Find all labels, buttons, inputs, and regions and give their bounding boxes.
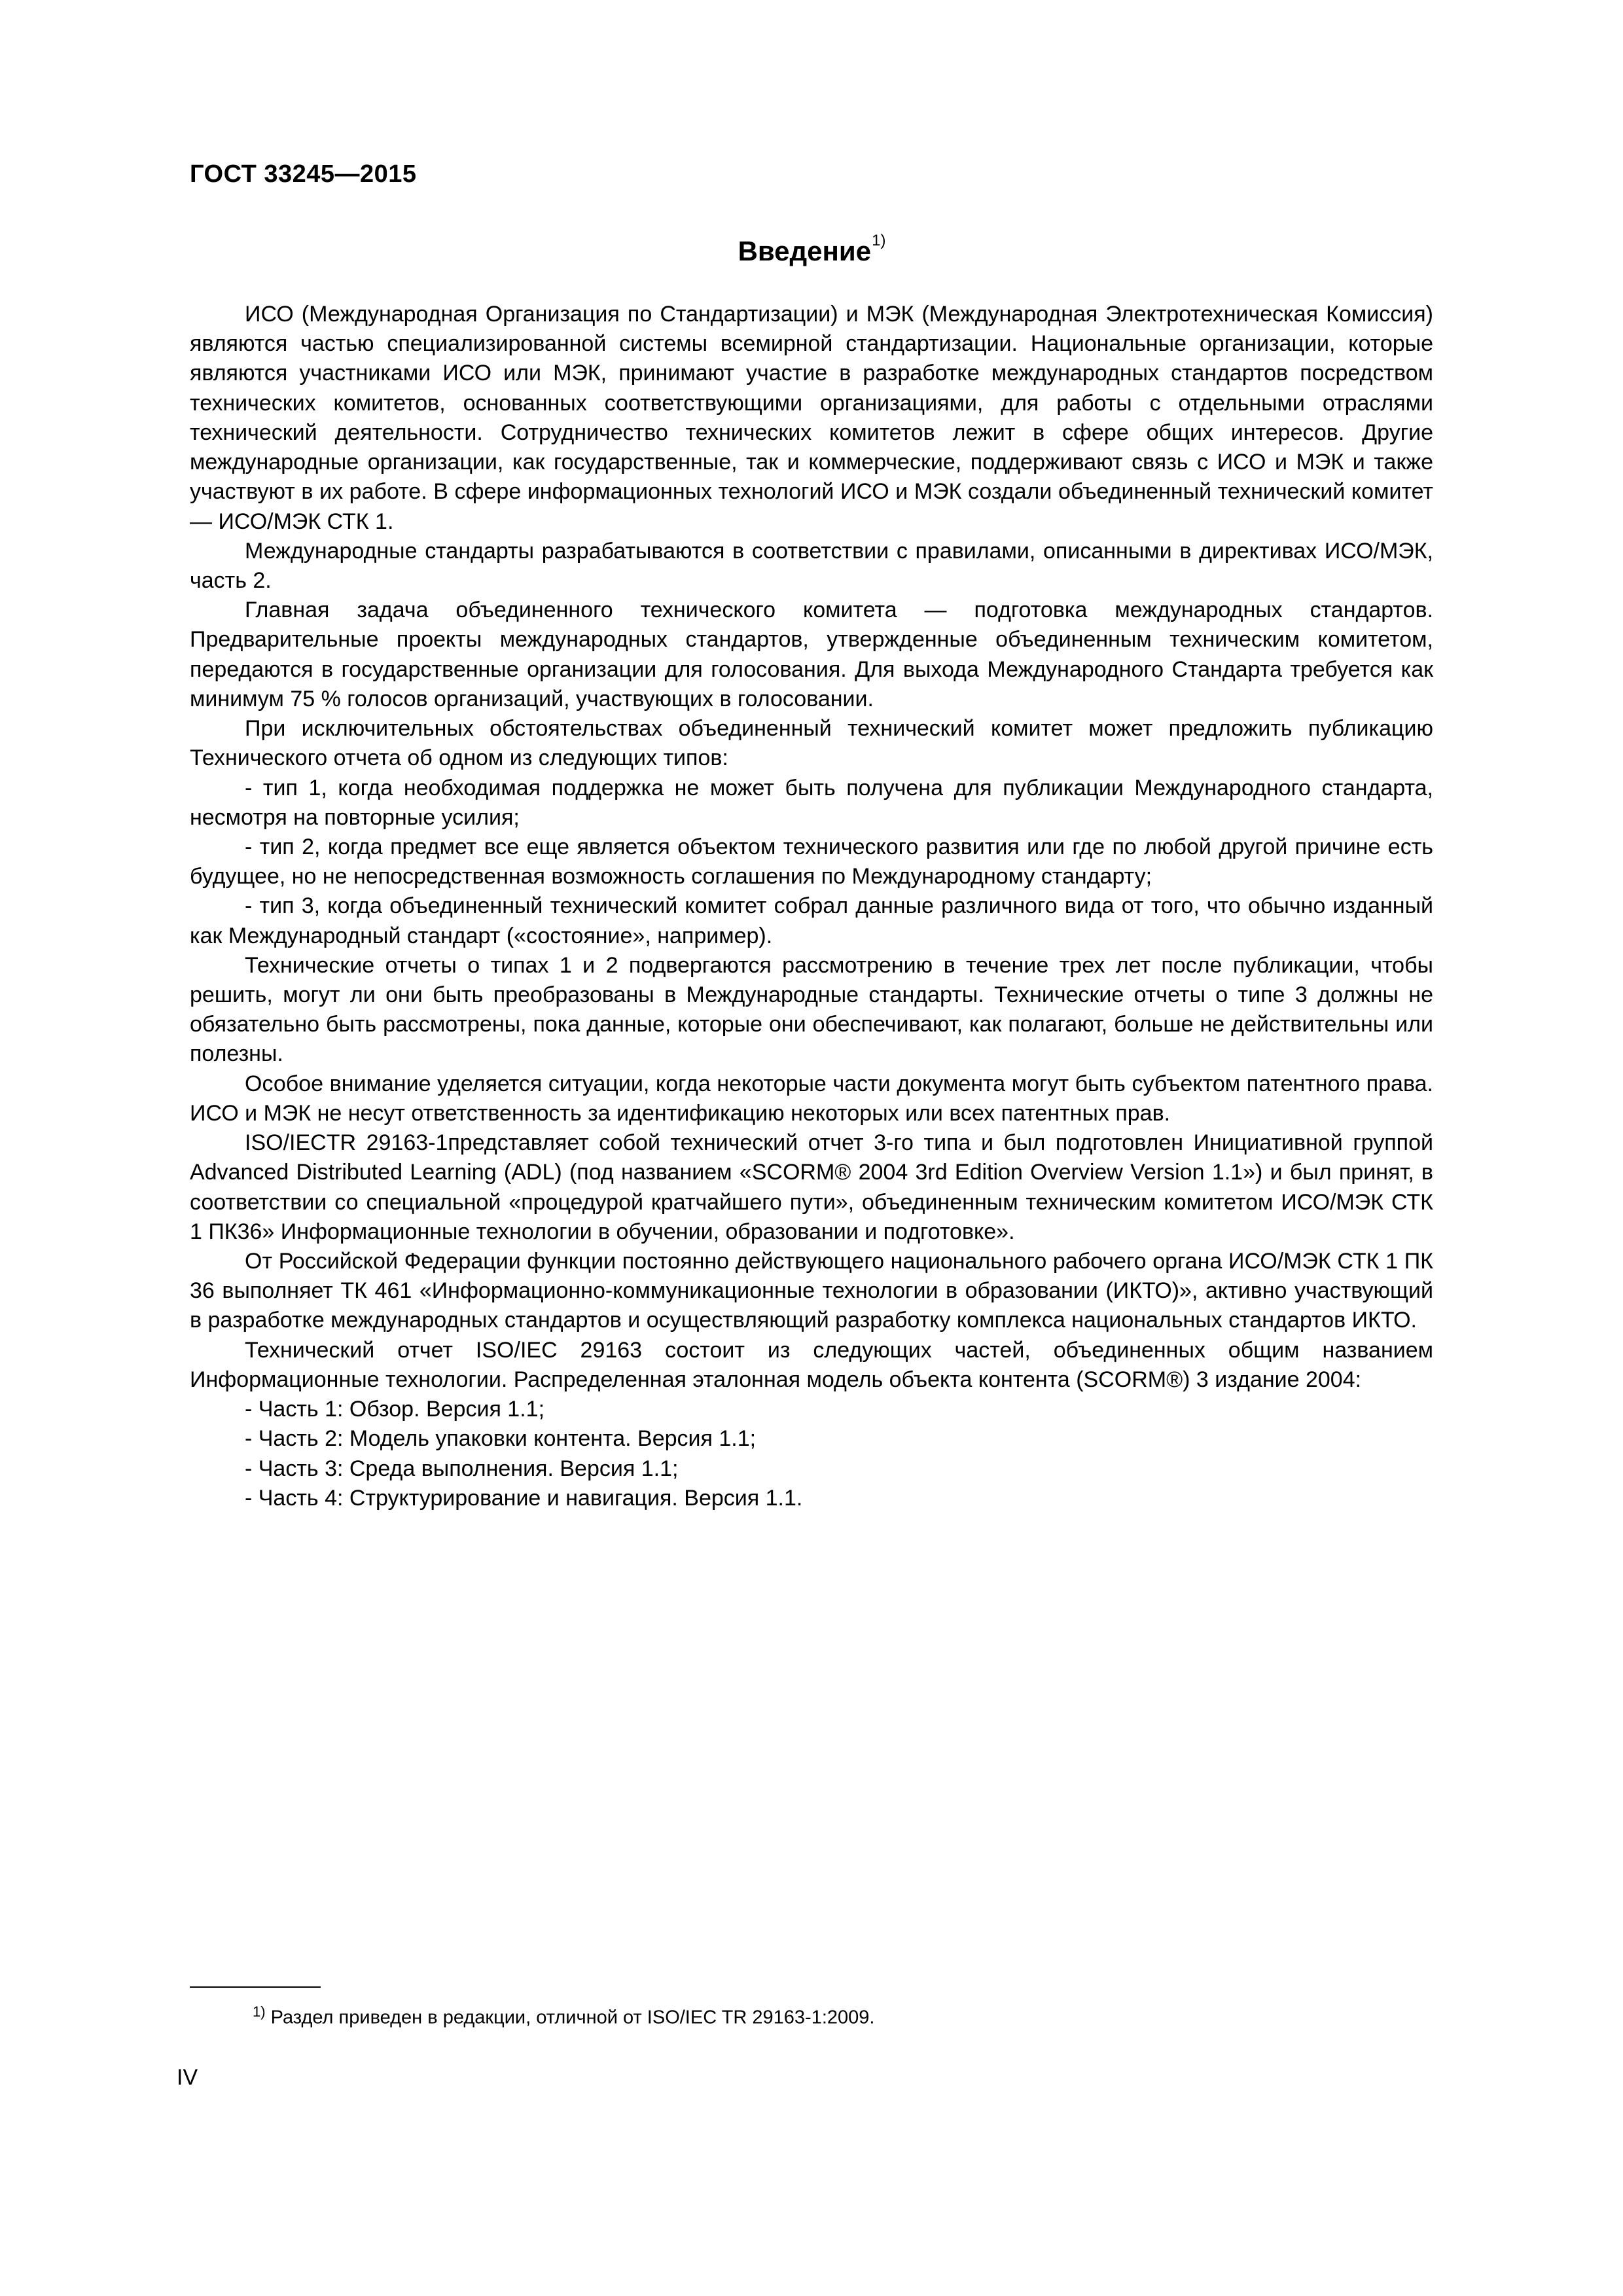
paragraph: Технические отчеты о типах 1 и 2 подвергаются рассмотрению в течение трех лет после публикации, чтобы решить, могут ли они быть преобразованы в Международные стандарты. Технические отчеты о типе 3 должны не обязательно быть рассмотрены, пока данные, которые они обеспечивают, как полагают, больше не действительны или полезны. (190, 952, 1433, 1067)
paragraph-dash-item: - тип 2, когда предмет все еще является объектом технического развития или где по любой другой причине есть будущее, но не непосредственная возможность соглашения по Международному стандарту; (190, 834, 1433, 889)
paragraph-dash-item: - тип 1, когда необходимая поддержка не может быть получена для публикации Международного стандарта, несмотря на повторные усилия; (190, 775, 1433, 830)
list-item: - Часть 3: Среда выполнения. Версия 1.1; (245, 1456, 679, 1481)
paragraph: Международные стандарты разрабатываются в соответствии с правилами, описанными в директивах ИСО/МЭК, часть 2. (190, 538, 1433, 593)
list-item: - Часть 1: Обзор. Версия 1.1; (245, 1397, 545, 1422)
paragraph: От Российской Федерации функции постоянно действующего национального рабочего органа ИСО/МЭК СТК 1 ПК 36 выполняет ТК 461 «Информационно-коммуникационные технологии в образовании (ИКТО)», активно участвующий в разработке международных стандартов и осуществляющий разработку комплекса национальных стандартов ИКТО. (190, 1249, 1433, 1333)
paragraph: ИСО (Международная Организация по Стандартизации) и МЭК (Международная Электротехническая Комиссия) являются частью специализированной системы всемирной стандартизации. Национальные организации, которые являются участниками ИСО или МЭК, принимают участие в разработке международных стандартов посредством технических комитетов, основанных соответствующими организациями, для работы с отдельными отраслями технический деятельности. Сотрудничество технических комитетов лежит в сфере общих интересов. Другие международные организации, как государственные, так и коммерческие, поддерживают связь с ИСО и МЭК и также участвуют в их работе. В сфере информационных технологий ИСО и МЭК создали объединенный технический комитет — ИСО/МЭК СТК 1. (190, 302, 1433, 534)
paragraph: Технический отчет ISO/IEC 29163 состоит из следующих частей, объединенных общим названием Информационные технологии. Распределенная эталонная модель объекта контента (SCORM®) 3 издание 2004: (190, 1337, 1433, 1392)
paragraph: Особое внимание уделяется ситуации, когда некоторые части документа могут быть субъектом патентного права. ИСО и МЭК не несут ответственность за идентификацию некоторых или всех патентных прав. (190, 1071, 1433, 1126)
page-title-wrapper (190, 232, 1433, 267)
page-number: IV (177, 2065, 198, 2090)
footnote (190, 2003, 1433, 2030)
standard-header: ГОСТ 33245—2015 (190, 160, 417, 188)
footnote-divider (190, 1986, 321, 1988)
footnote-marker: 1) (253, 2003, 266, 2020)
paragraph: ISO/IECTR 29163-1представляет собой технический отчет 3-го типа и был подготовлен Инициативной группой Advanced Distributed Learning (ADL) (под названием «SCORM® 2004 3rd Edition Overview Version 1.1») и был принят, в соответствии со специальной «процедурой кратчайшего пути», объединенным техническим комитетом ИСО/МЭК СТК 1 ПК36» Информационные технологии в обучении, образовании и подготовке». (190, 1130, 1433, 1244)
page-content (190, 160, 1433, 1513)
page-title (738, 232, 886, 267)
title-footnote-marker: 1) (872, 232, 886, 249)
paragraph-dash-item: - тип 3, когда объединенный технический комитет собрал данные различного вида от того, что обычно изданный как Международный стандарт («состояние», например). (190, 893, 1433, 948)
footnote-text: Раздел приведен в редакции, отличной от ISO/IEC TR 29163-1:2009. (270, 2007, 875, 2028)
list-item: - Часть 2: Модель упаковки контента. Версия 1.1; (245, 1426, 757, 1452)
list-item: - Часть 4: Структурирование и навигация. Версия 1.1. (245, 1485, 803, 1511)
page-title-text: Введение (738, 236, 872, 266)
paragraph: Главная задача объединенного технического комитета — подготовка международных стандартов. Предварительные проекты международных стандартов, утвержденные объединенным техническим комитетом, передаются в государственные организации для голосования. Для выхода Международного Стандарта требуется как минимум 75 % голосов организаций, участвующих в голосовании. (190, 598, 1433, 711)
paragraph: При исключительных обстоятельствах объединенный технический комитет может предложить публикацию Технического отчета об одном из следующих типов: (190, 716, 1433, 771)
